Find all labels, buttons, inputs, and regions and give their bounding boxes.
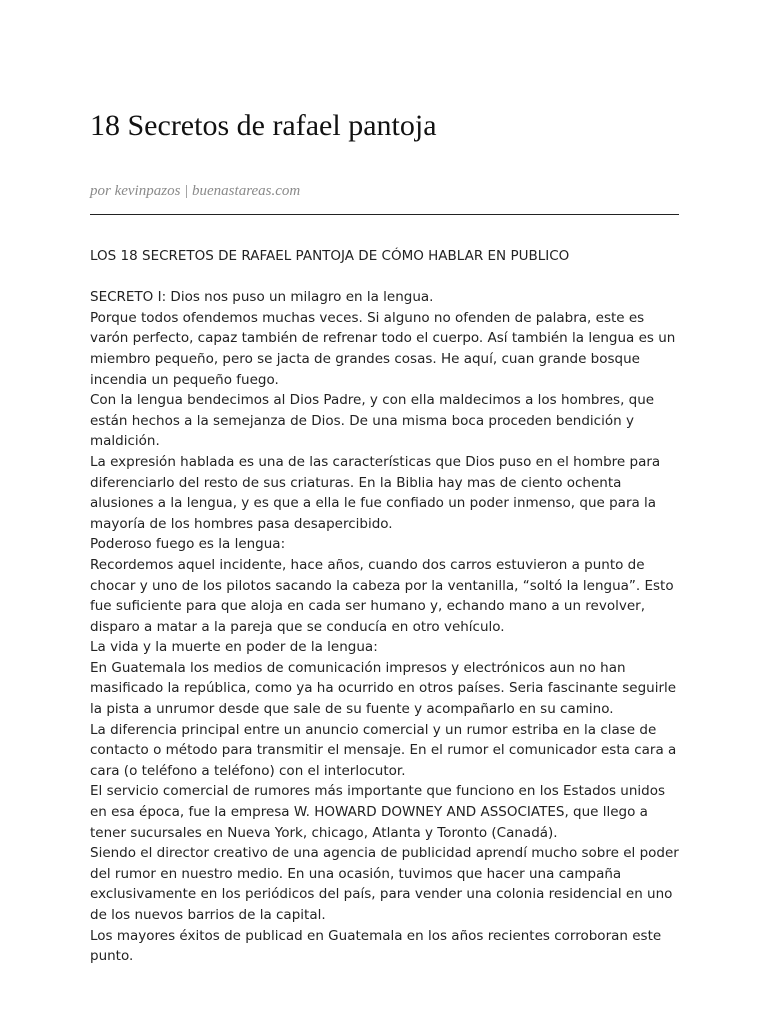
body-paragraph: El servicio comercial de rumores más importante que funciono en los Estados unidos en esa época, fue la empresa W. HOWARD DOWNEY AND ASSOCIATES, que llego a tener sucursales en Nueva York, chicago, Atlanta y Toronto (Canadá). xyxy=(90,783,666,841)
body-paragraph: Porque todos ofendemos muchas veces. Si alguno no ofenden de palabra, este es varón perfecto, capaz también de refrenar todo el cuerpo. Así también la lengua es un miembro pequeño, pero se jacta de grandes cosas. He aquí, cuan grande bosque incendia un pequeño fuego. xyxy=(90,309,676,388)
body-paragraph: En Guatemala los medios de comunicación impresos y electrónicos aun no han masificado la república, como ya ha ocurrido en otros países. Seria fascinante seguirle la pista a unrumor desde que sale de su fuente y acompañarlo en su camino. xyxy=(90,659,677,718)
body-paragraph: Poderoso fuego es la lengua: xyxy=(90,536,286,553)
document-title: 18 Secretos de rafael pantoja xyxy=(90,109,437,142)
document-heading: LOS 18 SECRETOS DE RAFAEL PANTOJA DE CÓMO HABLAR EN PUBLICO xyxy=(90,248,570,264)
document-body xyxy=(90,246,680,967)
body-paragraph: Los mayores éxitos de publicad en Guatemala en los años recientes corroboran este punto. xyxy=(90,927,662,965)
body-paragraph: Recordemos aquel incidente, hace años, cuando dos carros estuvieron a punto de chocar y uno de los pilotos sacando la cabeza por la ventanilla, “soltó la lengua”. Esto fue suficiente para que aloja en cada ser humano y, echando mano a un revolver, disparo a matar a la pareja que se conducía en otro vehículo. xyxy=(90,556,674,635)
title-divider xyxy=(90,214,679,215)
document-byline: por kevinpazos | buenastareas.com xyxy=(90,183,301,199)
body-paragraph: La diferencia principal entre un anuncio comercial y un rumor estriba en la clase de contacto o método para transmitir el mensaje. En el rumor el comunicador esta cara a cara (o teléfono a teléfono) con el interlocutor. xyxy=(90,721,677,779)
body-paragraph: Con la lengua bendecimos al Dios Padre, y con ella maldecimos a los hombres, que están hechos a la semejanza de Dios. De una misma boca proceden bendición y maldición. xyxy=(90,392,655,450)
body-paragraph: SECRETO I: Dios nos puso un milagro en la lengua. xyxy=(90,289,434,306)
body-paragraph: La expresión hablada es una de las características que Dios puso en el hombre para diferenciarlo del resto de sus criaturas. En la Biblia hay mas de ciento ochenta alusiones a la lengua, y es que a ella le fue confiado un poder inmenso, que para la mayoría de los hombres pasa desapercibido. xyxy=(90,453,661,532)
body-paragraph: La vida y la muerte en poder de la lengua: xyxy=(90,639,378,656)
body-paragraph: Siendo el director creativo de una agencia de publicidad aprendí mucho sobre el poder del rumor en nuestro medio. En una ocasión, tuvimos que hacer una campaña exclusivamente en los periódicos del país, para vender una colonia residencial en uno de los nuevos barrios de la capital. xyxy=(90,845,679,923)
